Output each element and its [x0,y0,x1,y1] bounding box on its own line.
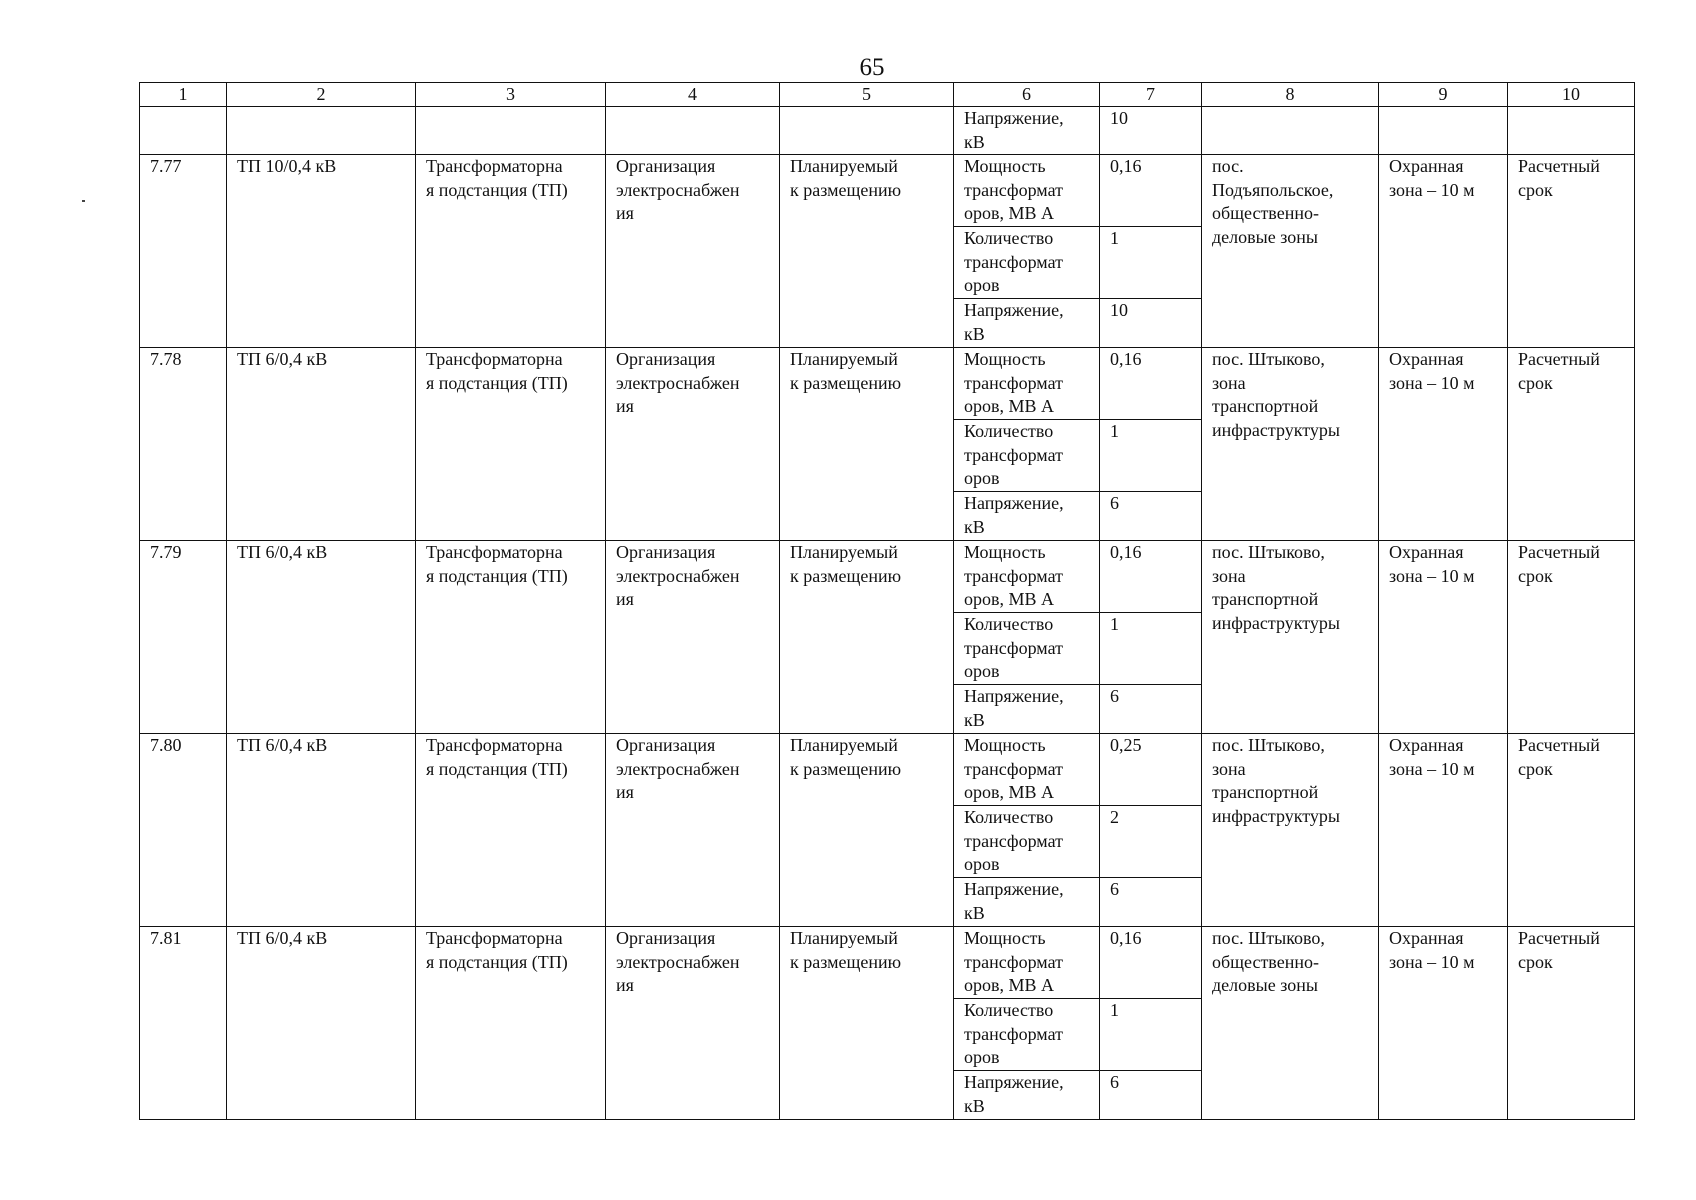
param-value-cell: 0,16 [1100,155,1202,227]
table-row [140,541,1635,613]
param-name-cell: Количество трансформат оров [954,227,1100,299]
param-value-cell: 10 [1100,107,1202,155]
row-number-cell: 7.79 [140,541,227,734]
empty-cell [416,107,606,155]
empty-cell [227,107,416,155]
param-name-cell: Напряжение, кВ [954,878,1100,927]
column-number-10: 10 [1508,83,1635,107]
facilities-table [139,82,1635,1120]
row-number-cell: 7.77 [140,155,227,348]
param-value-cell: 1 [1100,999,1202,1071]
object-name-cell: ТП 6/0,4 кВ [227,734,416,927]
empty-cell [1202,107,1379,155]
object-type-cell: Трансформаторна я подстанция (ТП) [416,155,606,348]
status-cell: Планируемый к размещению [780,348,954,541]
protection-zone-cell: Охранная зона – 10 м [1379,155,1508,348]
row-number-cell: 7.80 [140,734,227,927]
param-name-cell: Количество трансформат оров [954,420,1100,492]
empty-cell [140,107,227,155]
empty-cell [1379,107,1508,155]
param-name-cell: Мощность трансформат оров, МВ А [954,155,1100,227]
object-name-cell: ТП 6/0,4 кВ [227,927,416,1120]
param-value-cell: 1 [1100,613,1202,685]
object-type-cell: Трансформаторна я подстанция (ТП) [416,927,606,1120]
table-body [140,83,1635,1120]
column-number-8: 8 [1202,83,1379,107]
status-cell: Планируемый к размещению [780,927,954,1120]
param-name-cell: Напряжение, кВ [954,685,1100,734]
object-type-cell: Трансформаторна я подстанция (ТП) [416,541,606,734]
protection-zone-cell: Охранная зона – 10 м [1379,927,1508,1120]
object-name-cell: ТП 10/0,4 кВ [227,155,416,348]
protection-zone-cell: Охранная зона – 10 м [1379,541,1508,734]
param-value-cell: 0,16 [1100,348,1202,420]
param-name-cell: Мощность трансформат оров, МВ А [954,734,1100,806]
column-number-1: 1 [140,83,227,107]
column-number-2: 2 [227,83,416,107]
term-cell: Расчетный срок [1508,927,1635,1120]
table-row [140,734,1635,806]
param-name-cell: Количество трансформат оров [954,806,1100,878]
location-cell: пос. Подъяпольское, общественно- деловые зоны [1202,155,1379,348]
param-value-cell: 6 [1100,492,1202,541]
purpose-cell: Организация электроснабжен ия [606,348,780,541]
column-number-3: 3 [416,83,606,107]
object-type-cell: Трансформаторна я подстанция (ТП) [416,734,606,927]
empty-cell [606,107,780,155]
row-number-cell: 7.81 [140,927,227,1120]
column-number-row [140,83,1635,107]
protection-zone-cell: Охранная зона – 10 м [1379,348,1508,541]
purpose-cell: Организация электроснабжен ия [606,927,780,1120]
column-number-9: 9 [1379,83,1508,107]
table-row [140,927,1635,999]
term-cell: Расчетный срок [1508,348,1635,541]
object-name-cell: ТП 6/0,4 кВ [227,541,416,734]
param-name-cell: Напряжение, кВ [954,1071,1100,1120]
location-cell: пос. Штыково, зона транспортной инфраструктуры [1202,541,1379,734]
purpose-cell: Организация электроснабжен ия [606,734,780,927]
param-name-cell: Количество трансформат оров [954,613,1100,685]
param-name-cell: Напряжение, кВ [954,107,1100,155]
column-number-4: 4 [606,83,780,107]
object-name-cell: ТП 6/0,4 кВ [227,348,416,541]
location-cell: пос. Штыково, общественно- деловые зоны [1202,927,1379,1120]
location-cell: пос. Штыково, зона транспортной инфраструктуры [1202,348,1379,541]
row-number-cell: 7.78 [140,348,227,541]
column-number-5: 5 [780,83,954,107]
empty-cell [1508,107,1635,155]
param-name-cell: Мощность трансформат оров, МВ А [954,348,1100,420]
location-cell: пос. Штыково, зона транспортной инфраструктуры [1202,734,1379,927]
param-value-cell: 1 [1100,420,1202,492]
purpose-cell: Организация электроснабжен ия [606,155,780,348]
status-cell: Планируемый к размещению [780,541,954,734]
column-number-6: 6 [954,83,1100,107]
param-value-cell: 10 [1100,299,1202,348]
column-number-7: 7 [1100,83,1202,107]
param-value-cell: 0,16 [1100,927,1202,999]
term-cell: Расчетный срок [1508,734,1635,927]
continuation-row [140,107,1635,155]
protection-zone-cell: Охранная зона – 10 м [1379,734,1508,927]
scan-speck [82,200,85,202]
status-cell: Планируемый к размещению [780,734,954,927]
table-row [140,348,1635,420]
purpose-cell: Организация электроснабжен ия [606,541,780,734]
term-cell: Расчетный срок [1508,541,1635,734]
param-name-cell: Напряжение, кВ [954,492,1100,541]
param-value-cell: 1 [1100,227,1202,299]
empty-cell [780,107,954,155]
param-value-cell: 0,16 [1100,541,1202,613]
param-name-cell: Мощность трансформат оров, МВ А [954,541,1100,613]
param-value-cell: 2 [1100,806,1202,878]
param-name-cell: Мощность трансформат оров, МВ А [954,927,1100,999]
object-type-cell: Трансформаторна я подстанция (ТП) [416,348,606,541]
param-name-cell: Напряжение, кВ [954,299,1100,348]
param-value-cell: 6 [1100,878,1202,927]
term-cell: Расчетный срок [1508,155,1635,348]
param-value-cell: 0,25 [1100,734,1202,806]
param-value-cell: 6 [1100,1071,1202,1120]
page-number: 65 [859,54,885,81]
status-cell: Планируемый к размещению [780,155,954,348]
param-value-cell: 6 [1100,685,1202,734]
param-name-cell: Количество трансформат оров [954,999,1100,1071]
table-row [140,155,1635,227]
